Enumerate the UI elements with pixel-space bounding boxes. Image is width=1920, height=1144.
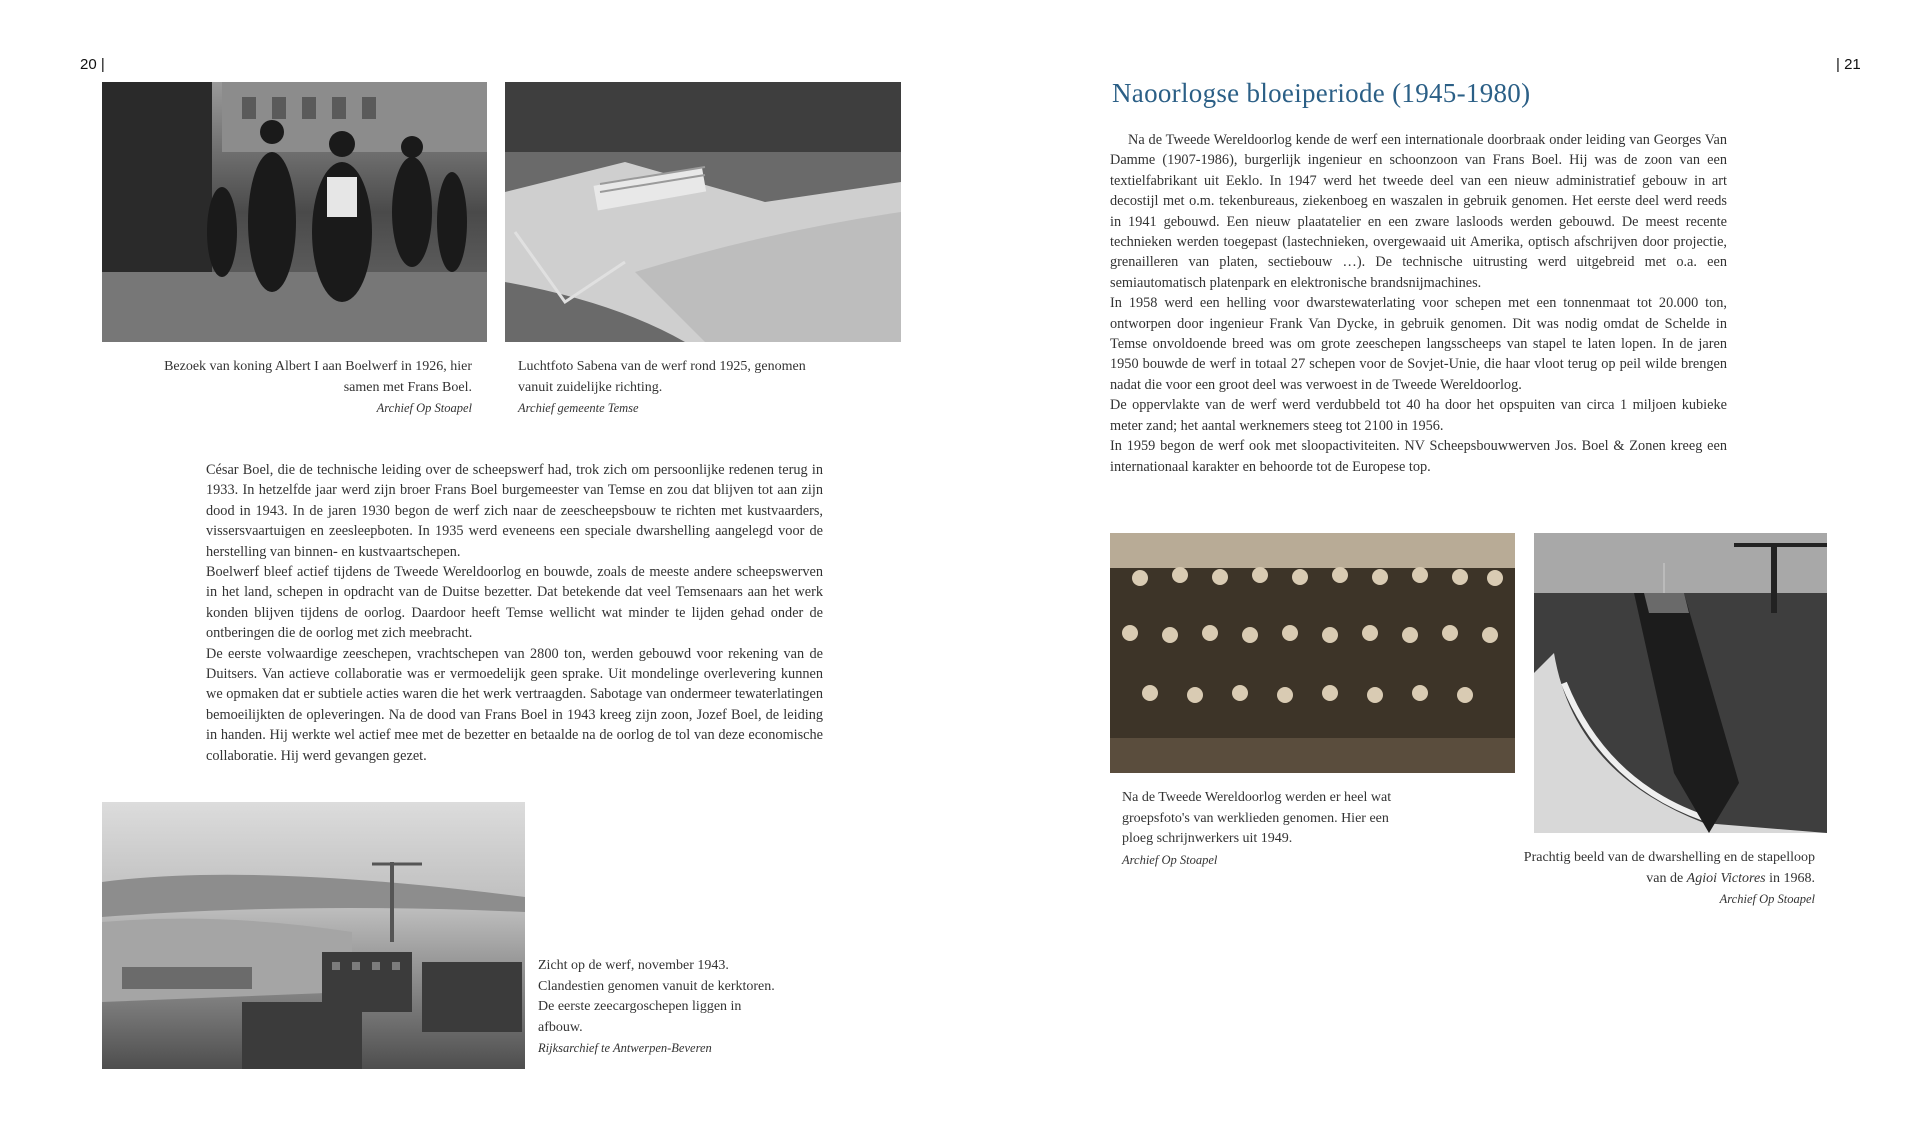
credit-launch: Archief Op Stoapel: [1719, 892, 1815, 906]
caption-aerial: Luchtfoto Sabena van de werf rond 1925, genomen vanuit zuidelijke richting. Archief gemeente Temse: [518, 357, 838, 419]
caption-king-visit: Bezoek van koning Albert I aan Boelwerf in 1926, hier samen met Frans Boel. Archief Op Stoapel: [160, 357, 472, 419]
page-number-left: 20 |: [80, 56, 105, 73]
left-body-text: [206, 460, 823, 766]
photo-wharf-1943: [102, 802, 525, 1069]
caption-launch: Prachtig beeld van de dwarshelling en de stapelloop van de Agioi Victores in 1968. Archief Op Stoapel: [1505, 848, 1815, 910]
paragraph: César Boel, die de technische leiding over de scheepswerf had, trok zich om persoonlijke redenen terug in 1933. In hetzelfde jaar werd zijn broer Frans Boel burgemeester van Temse en zou dat blijven tot aan zijn dood in 1943. In de jaren 1930 begon de werf zich naar de zeescheepsbouw te richten met kustvaarders, vissersvaartuigen en zeesleepboten. In 1935 werd eveneens een speciale dwarshelling aangelegd voor de herstelling van binnen- en kustvaartschepen.: [206, 462, 823, 560]
paragraph: Boelwerf bleef actief tijdens de Tweede Wereldoorlog en bouwde, zoals de meeste andere scheepswerven in het land, schepen in opdracht van de Duitse bezetter. Dat betekende dat veel Temsenaars aan het werk konden blijven tijdens de oorlog. Daardoor heeft Temse wellicht wat minder te lijden gehad onder de ontberingen die de oorlog met zich meebracht.: [206, 564, 823, 642]
credit-group: Archief Op Stoapel: [1122, 852, 1218, 867]
photo-group: [1110, 533, 1515, 773]
ship-name: Agioi Victores: [1686, 870, 1766, 886]
credit-king-visit: Archief Op Stoapel: [376, 401, 472, 415]
paragraph: Na de Tweede Wereldoorlog kende de werf een internationale doorbraak onder leiding van Georges Van Damme (1907-1986), burgerlijk ingenieur en schoonzoon van Frans Boel. Hij was de zoon van een textielfabrikant uit Eeklo. In 1947 werd het tweede deel van een nieuw administratief gebouw in art decostijl met o.m. tekenbureaus, ziekenboeg en waszalen in gebruik genomen. Het eerste deel werd reeds in 1941 gebouwd. Een nieuw plaatatelier en een zware lasloods werden gebouwd. De meest recente technieken werden toegepast (lastechnieken, overgewaaid uit Amerika, optisch afschrijven door projectie, grenailleren van platen, sectiebouw …). De technische uitrusting werd uitgebreid met o.a. een semiautomatisch platenpark en elektronische brandsnijmachines.: [1110, 132, 1727, 291]
credit-aerial: Archief gemeente Temse: [518, 401, 639, 415]
page-number-right: | 21: [1836, 56, 1861, 73]
caption-group: Na de Tweede Wereldoorlog werden er heel wat groepsfoto's van werklieden genomen. Hier een ploeg schrijnwerkers uit 1949. Archief Op Stoapel: [1122, 788, 1422, 870]
credit-wharf-1943: Rijksarchief te Antwerpen-Beveren: [538, 1041, 712, 1055]
caption-wharf-1943: Zicht op de werf, november 1943. Clandestien genomen vanuit de kerktoren. De eerste zeecargoschepen liggen in afbouw. Rijksarchief te Antwerpen-Beveren: [538, 956, 778, 1059]
paragraph: De oppervlakte van de werf werd verdubbeld tot 40 ha door het opspuiten van circa 1 miljoen kubieke meter zand; het aantal werknemers steeg tot 2100 in 1956.: [1110, 397, 1727, 434]
section-heading: Naoorlogse bloeiperiode (1945-1980): [1112, 78, 1531, 108]
photo-aerial: [505, 82, 901, 342]
paragraph: In 1959 begon de werf ook met sloopactiviteiten. NV Scheepsbouwwerven Jos. Boel & Zonen kreeg een internationaal karakter en behoorde tot de Europese top.: [1110, 438, 1727, 475]
photo-king-visit: [102, 82, 487, 342]
right-body-text: [1110, 130, 1727, 477]
paragraph: In 1958 werd een helling voor dwarstewaterlating voor schepen met een tonnenmaat tot 20.000 ton, ontworpen door ingenieur Frank Van Dycke, in gebruik genomen. Dit was nodig omdat de Schelde in Temse onvoldoende breed was om grote zeeschepen langsscheeps van stapel te laten lopen. In de jaren 1950 bouwde de werf in totaal 27 schepen voor de Sovjet-Unie, die haar vloot terug op peil wilde brengen nadat die voor een groot deel was verwoest in de Tweede Wereldoorlog.: [1110, 295, 1727, 393]
photo-launch: [1534, 533, 1827, 833]
paragraph: De eerste volwaardige zeeschepen, vrachtschepen van 2800 ton, werden gebouwd voor rekening van de Duitsers. Van actieve collaboratie was er vermoedelijk geen sprake. Uit mondelinge overlevering kunnen we opmaken dat er subtiele acties waren die het werk vertraagden. Sabotage van ondermeer tewaterlatingen bemoeilijkten de opleveringen. Na de dood van Frans Boel in 1943 kreeg zijn zoon, Jozef Boel, de leiding in handen. Hij werkte wel actief mee met de bezetter en betaalde na de oorlog de tol van deze economische collaboratie. Hij werd gevangen gezet.: [206, 645, 823, 764]
